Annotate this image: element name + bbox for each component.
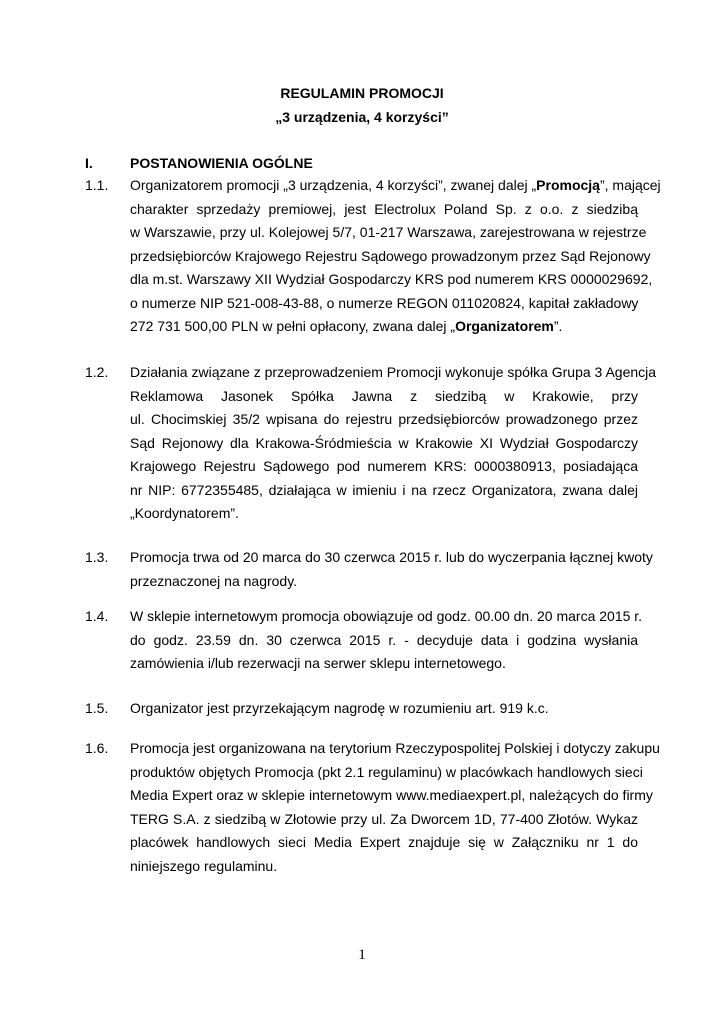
promocja-term: Promocją: [536, 177, 600, 193]
paragraph-1-6: [130, 737, 660, 878]
paragraph-number: 1.5.: [85, 700, 109, 716]
text-line: W sklepie internetowym promocja obowiązuje od godz. 00.00 dn. 20 marca 2015 r.: [130, 608, 643, 624]
text-line: TERG S.A. z siedzibą w Złotowie przy ul. Za Dworcem 1D, 77-400 Złotów. Wykaz: [130, 810, 638, 827]
text-line: nr NIP: 6772355485, działająca w imieniu i na rzecz Organizatora, zwana dalej: [130, 481, 638, 498]
document-subtitle: „3 urządzenia, 4 korzyści”: [275, 109, 449, 125]
paragraph-number: 1.6.: [85, 740, 109, 756]
paragraph-1-4: [130, 605, 643, 676]
text-line: dla m.st. Warszawy XII Wydział Gospodarczy KRS pod numerem KRS 0000029692,: [130, 271, 653, 287]
paragraph-1-3: [130, 546, 653, 593]
text-line: zamówienia i/lub rezerwacji na serwer sklepu internetowego.: [130, 655, 506, 671]
section-title: POSTANOWIENIA OGÓLNE: [130, 155, 313, 171]
text-line: produktów objętych Promocja (pkt 2.1 regulaminu) w placówkach handlowych sieci: [130, 763, 643, 780]
text-line: do godz. 23.59 dn. 30 czerwca 2015 r. - decyduje data i godzina wysłania: [130, 631, 638, 648]
document-title: REGULAMIN PROMOCJI: [280, 85, 444, 101]
page-number: 1: [358, 947, 366, 963]
text-line: przeznaczonej na nagrody.: [130, 572, 298, 589]
text-line: Działania związane z przeprowadzeniem Promocji wykonuje spółka Grupa 3 Agencja: [130, 364, 657, 380]
paragraph-1-2: [130, 361, 657, 526]
text-line: o numerze NIP 521-008-43-88, o numerze REGON 011020824, kapitał zakładowy: [130, 294, 639, 311]
section-number: I.: [85, 155, 93, 171]
organizator-term: Organizatorem: [455, 318, 554, 334]
text-line: placówek handlowych sieci Media Expert znajduje się w Załączniku nr 1 do: [130, 834, 638, 850]
text-line: „Koordynatorem”.: [130, 505, 239, 521]
text-line: Media Expert oraz w sklepie internetowym www.mediaexpert.pl, należących do firmy: [130, 787, 653, 803]
text-line: niniejszego regulaminu.: [130, 857, 278, 874]
text-line: w Warszawie, przy ul. Kolejowej 5/7, 01-217 Warszawa, zarejestrowana w rejestrze: [130, 224, 647, 240]
paragraph-number: 1.3.: [85, 549, 109, 565]
text-line: Organizator jest przyrzekającym nagrodę w rozumieniu art. 919 k.c.: [130, 700, 549, 716]
text-line: Promocja trwa od 20 marca do 30 czerwca 2015 r. lub do wyczerpania łącznej kwoty: [130, 549, 653, 565]
paragraph-number: 1.1.: [85, 177, 109, 193]
paragraph-1-5: [130, 697, 638, 721]
text-line: Promocja jest organizowana na terytorium Rzeczypospolitej Polskiej i dotyczy zakupu: [130, 740, 660, 756]
text-line: Reklamowa Jasonek Spółka Jawna z siedzibą w Krakowie, przy: [130, 387, 638, 404]
text-line: Krajowego Rejestru Sądowego pod numerem KRS: 0000380913, posiadająca: [130, 458, 638, 474]
text-line: 272 731 500,00 PLN w pełni opłacony, zwana dalej „Organizatorem”.: [130, 318, 563, 334]
text-line: Sąd Rejonowy dla Krakowa-Śródmieścia w Krakowie XI Wydział Gospodarczy: [130, 434, 638, 451]
text-line: Organizatorem promocji „3 urządzenia, 4 korzyści”, zwanej dalej „Promocją”, mającej: [130, 177, 661, 193]
text-line: charakter sprzedaży premiowej, jest Electrolux Poland Sp. z o.o. z siedzibą: [130, 200, 638, 217]
paragraph-number: 1.4.: [85, 608, 109, 624]
paragraph-1-1: [130, 174, 661, 339]
text-line: ul. Chocimskiej 35/2 wpisana do rejestru przedsiębiorców prowadzonego przez: [130, 411, 638, 427]
text-line: przedsiębiorców Krajowego Rejestru Sądowego prowadzonym przez Sąd Rejonowy: [130, 247, 651, 264]
paragraph-number: 1.2.: [85, 364, 109, 380]
